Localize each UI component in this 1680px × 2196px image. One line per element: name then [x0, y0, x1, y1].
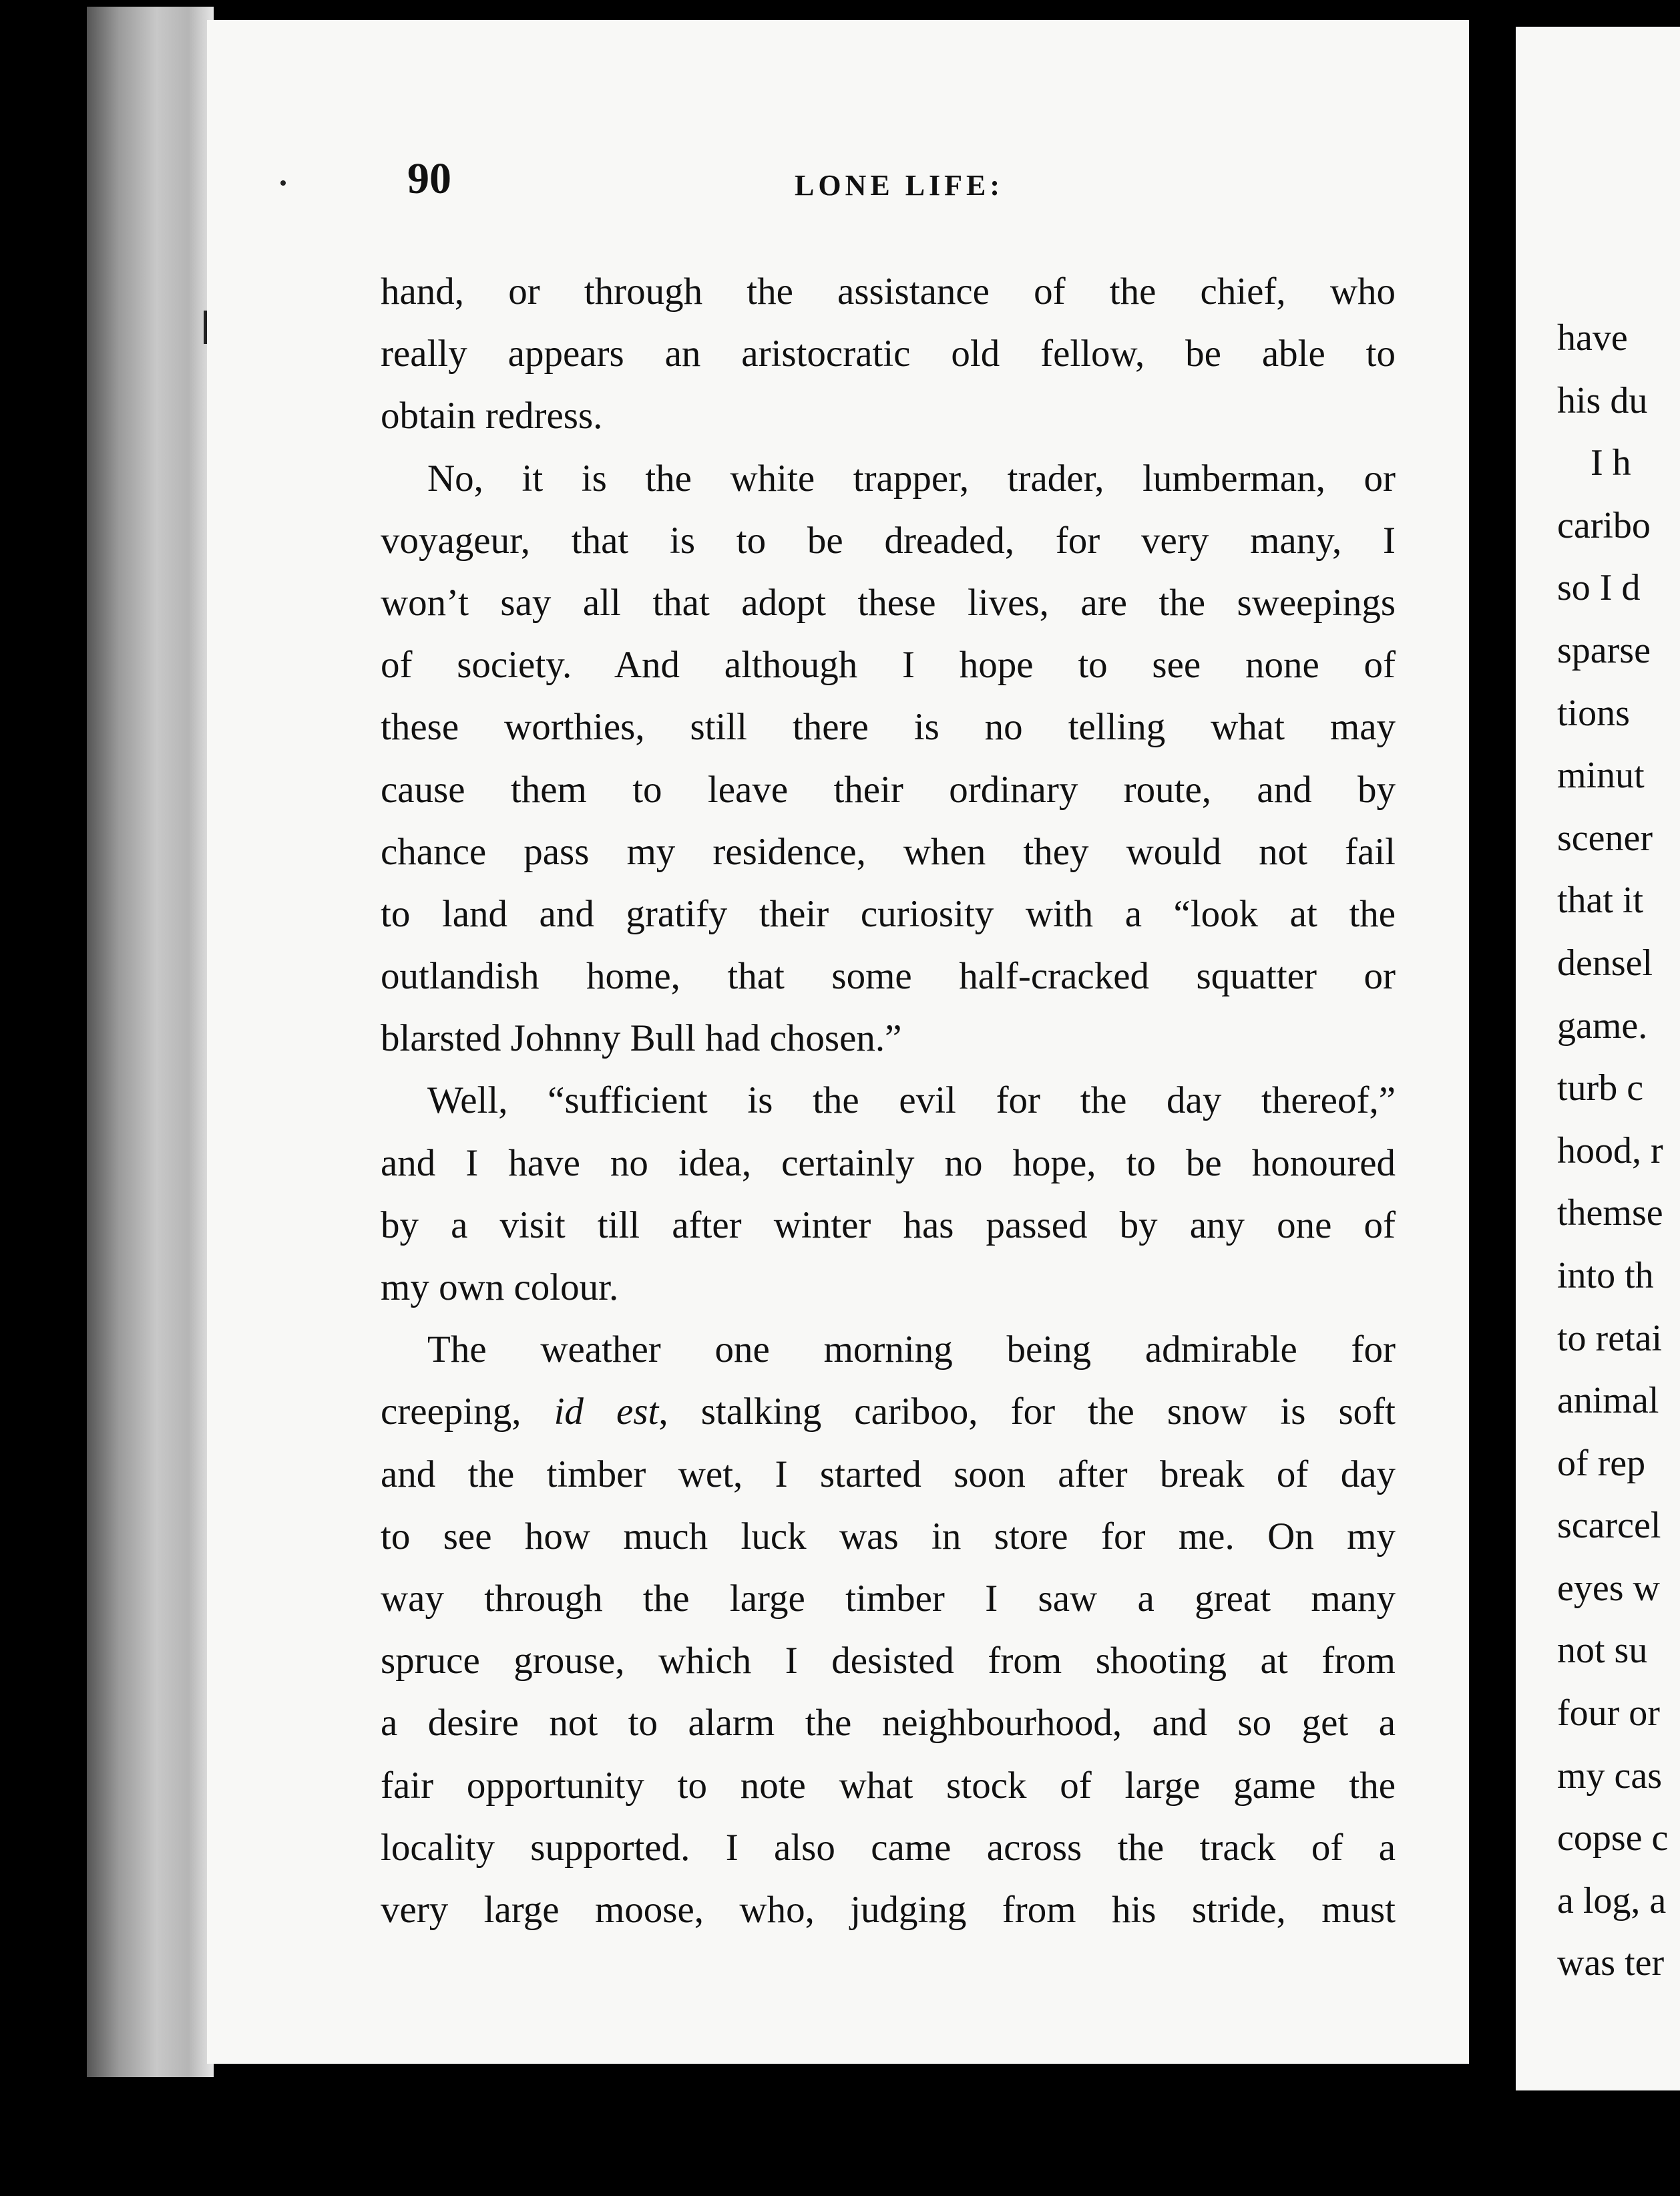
- text-line: chance pass my residence, when they would not fail: [381, 830, 1396, 873]
- text-line: and the timber wet, I started soon after break of day: [381, 1453, 1396, 1495]
- text-line: to land and gratify their curiosity with a “look at the: [381, 892, 1396, 935]
- text-line: The weather one morning being admirable for: [427, 1328, 1396, 1371]
- text-line: hand, or through the assistance of the chief, who: [381, 270, 1396, 313]
- text-line: very large moose, who, judging from his stride, must: [381, 1888, 1396, 1931]
- facing-text-line: not su: [1557, 1630, 1648, 1672]
- facing-text-line: caribo: [1557, 504, 1651, 546]
- running-head: LONE LIFE:: [795, 169, 1004, 202]
- text-line: creeping, id est, stalking cariboo, for the snow is soft: [381, 1391, 1396, 1433]
- facing-text-line: have: [1557, 317, 1628, 359]
- book-gutter: [1469, 0, 1516, 2196]
- facing-text-line: to retai: [1557, 1317, 1663, 1359]
- facing-text-line: sparse: [1557, 629, 1651, 671]
- text-line: way through the large timber I saw a great many: [381, 1577, 1396, 1620]
- text-line: fair opportunity to note what stock of large game the: [381, 1764, 1396, 1807]
- facing-text-line: a log, a: [1557, 1879, 1667, 1922]
- italic-phrase: id est: [554, 1391, 659, 1433]
- facing-text-line: my cas: [1557, 1755, 1663, 1797]
- facing-text-line: turb c: [1557, 1067, 1644, 1109]
- facing-text-line: that it: [1557, 880, 1644, 922]
- facing-text-line: scener: [1557, 817, 1653, 859]
- text-line: really appears an aristocratic old fellow, be able to: [381, 333, 1396, 375]
- facing-text-line: minut: [1557, 755, 1645, 797]
- text-line: outlandish home, that some half-cracked squatter or: [381, 955, 1396, 998]
- facing-text-line: of rep: [1557, 1442, 1646, 1484]
- facing-text-line: four or: [1557, 1692, 1660, 1734]
- book-page-edge: [87, 7, 214, 2077]
- facing-page-text: [1557, 307, 1668, 1995]
- facing-text-line: themse: [1557, 1192, 1663, 1234]
- margin-speck: [204, 311, 207, 344]
- margin-speck: [280, 180, 286, 186]
- facing-text-line: his du: [1557, 379, 1648, 421]
- text-line: to see how much luck was in store for me. On my: [381, 1515, 1396, 1558]
- text-line: by a visit till after winter has passed by any one of: [381, 1204, 1396, 1246]
- facing-text-line: I h: [1591, 442, 1631, 484]
- facing-text-line: copse c: [1557, 1817, 1669, 1859]
- text-line: No, it is the white trapper, trader, lumberman, or: [427, 457, 1396, 500]
- text-line: my own colour.: [381, 1266, 619, 1308]
- text-line: of society. And although I hope to see none of: [381, 644, 1396, 687]
- text-line: these worthies, still there is no telling what may: [381, 706, 1396, 749]
- facing-text-line: game.: [1557, 1004, 1648, 1047]
- page-header: [407, 154, 1422, 207]
- facing-text-line: tions: [1557, 692, 1630, 734]
- facing-text-line: eyes w: [1557, 1567, 1660, 1609]
- facing-text-line: into th: [1557, 1254, 1654, 1296]
- text-line: obtain redress.: [381, 395, 603, 437]
- page-body-text: [381, 260, 1396, 1941]
- text-line: Well, “sufficient is the evil for the day thereof,”: [427, 1079, 1396, 1122]
- facing-text-line: was ter: [1557, 1942, 1665, 1984]
- facing-text-line: animal: [1557, 1380, 1659, 1422]
- text-line: spruce grouse, which I desisted from shooting at from: [381, 1640, 1396, 1682]
- text-line: locality supported. I also came across the track of a: [381, 1826, 1396, 1869]
- text-line: a desire not to alarm the neighbourhood, and so get a: [381, 1702, 1396, 1745]
- facing-text-line: densel: [1557, 942, 1653, 984]
- facing-text-line: scarcel: [1557, 1505, 1661, 1547]
- text-line: won’t say all that adopt these lives, are the sweepings: [381, 581, 1396, 624]
- facing-text-line: so I d: [1557, 567, 1641, 609]
- facing-text-line: hood, r: [1557, 1129, 1663, 1171]
- text-line: voyageur, that is to be dreaded, for very many, I: [381, 519, 1396, 562]
- facing-page: [1516, 27, 1680, 2090]
- text-line: cause them to leave their ordinary route, and by: [381, 768, 1396, 811]
- page-number: 90: [407, 154, 451, 203]
- text-line: and I have no idea, certainly no hope, to be honoured: [381, 1141, 1396, 1184]
- text-line: blarsted Johnny Bull had chosen.”: [381, 1017, 902, 1060]
